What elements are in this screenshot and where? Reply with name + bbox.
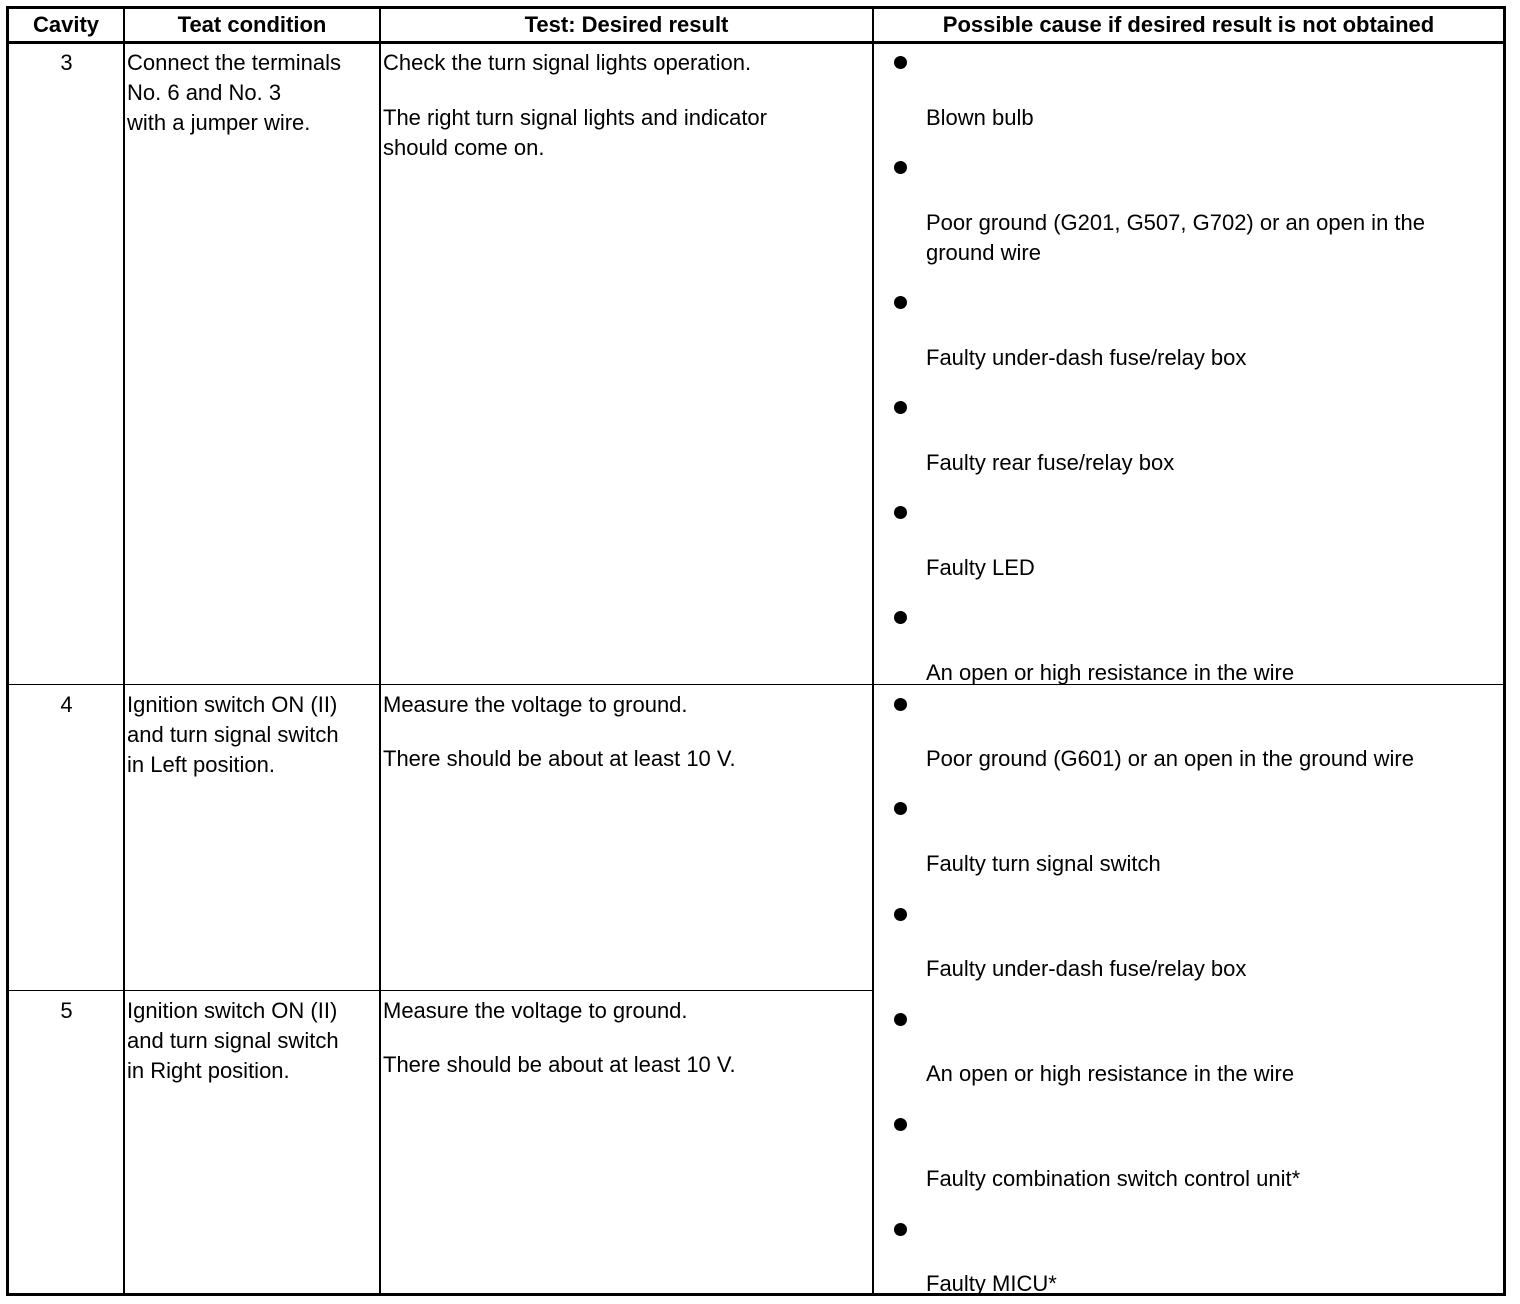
cause-item: Poor ground (G201, G507, G702) or an open in the: [926, 210, 1425, 235]
cause-item: An open or high resistance in the wire: [926, 1061, 1295, 1086]
condition-text: Ignition switch ON (II): [127, 692, 338, 717]
test-text: There should be about at least 10 V.: [383, 1052, 736, 1077]
cause-item: Poor ground (G601) or an open in the ground wire: [926, 746, 1414, 771]
cause-item: Blown bulb: [926, 105, 1034, 130]
cause-item: An open or high resistance in the wire: [926, 660, 1295, 684]
cause-list-row3: [876, 44, 1504, 684]
cause-item: Faulty rear fuse/relay box: [926, 450, 1175, 475]
test-text: Measure the voltage to ground.: [383, 998, 688, 1023]
cause-item: Faulty combination switch control unit*: [926, 1166, 1301, 1191]
header-cavity: Cavity: [32, 12, 100, 37]
cause-item: Faulty MICU*: [926, 1271, 1057, 1295]
condition-text: and turn signal switch: [127, 722, 339, 747]
cause-item: Faulty under-dash fuse/relay box: [926, 956, 1247, 981]
cavity-number: 3: [60, 50, 73, 75]
condition-text: in Right position.: [127, 1058, 290, 1083]
cause-item: Faulty under-dash fuse/relay box: [926, 345, 1247, 370]
header-test: Test: Desired result: [524, 12, 729, 37]
cause-item: ground wire: [926, 240, 1041, 265]
cause-list-row45: [876, 686, 1504, 1295]
condition-text: and turn signal switch: [127, 1028, 339, 1053]
condition-text: in Left position.: [127, 752, 275, 777]
condition-text: Connect the terminals: [127, 50, 341, 75]
column-divider: [379, 6, 381, 1296]
test-text: There should be about at least 10 V.: [383, 746, 736, 771]
test-text: should come on.: [383, 135, 545, 160]
condition-text: No. 6 and No. 3: [127, 80, 282, 105]
test-text: The right turn signal lights and indicator: [383, 105, 767, 130]
column-divider: [872, 6, 874, 1296]
header-condition: Teat condition: [177, 12, 327, 37]
cause-item: Faulty turn signal switch: [926, 851, 1161, 876]
row-divider: [6, 684, 1506, 685]
column-divider: [123, 6, 125, 1296]
cause-item: Faulty LED: [926, 555, 1035, 580]
header-cause: Possible cause if desired result is not obtained: [942, 12, 1435, 37]
cavity-number: 5: [60, 998, 73, 1023]
cavity-number: 4: [60, 692, 73, 717]
row-divider: [6, 990, 874, 991]
condition-text: with a jumper wire.: [127, 110, 311, 135]
test-text: Check the turn signal lights operation.: [383, 50, 752, 75]
condition-text: Ignition switch ON (II): [127, 998, 338, 1023]
test-text: Measure the voltage to ground.: [383, 692, 688, 717]
